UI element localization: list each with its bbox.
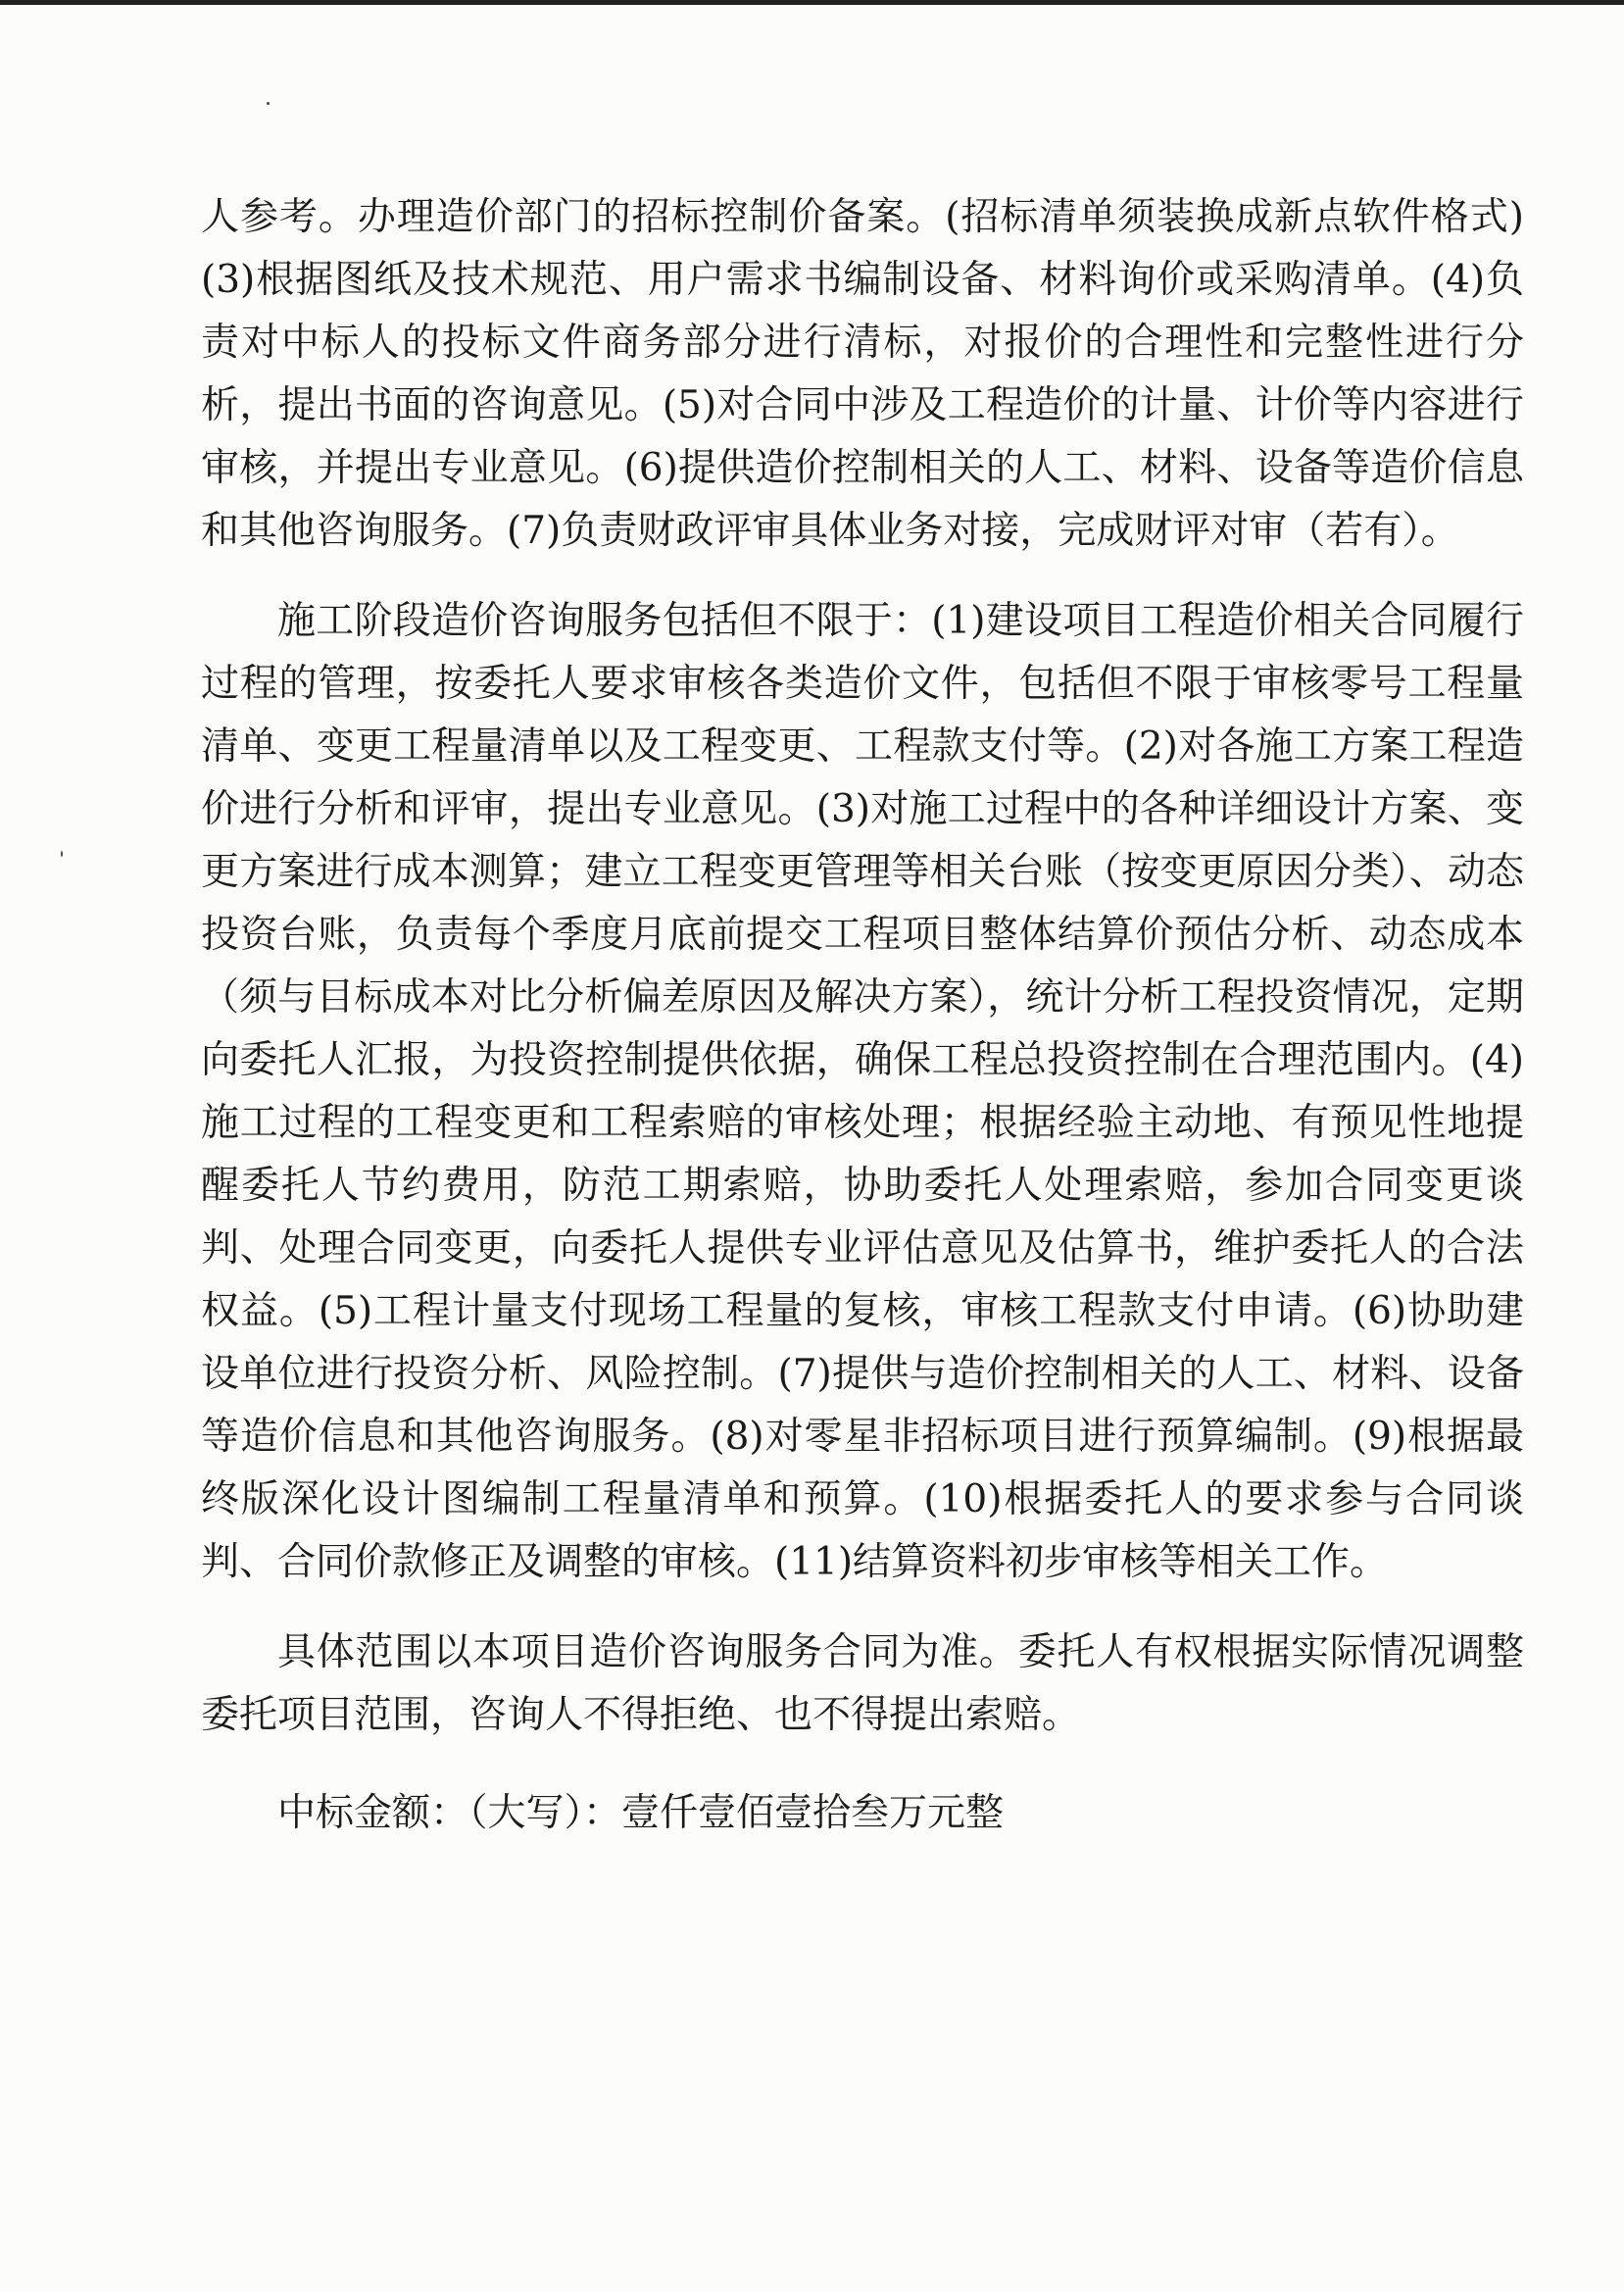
scan-speck: [267, 102, 270, 105]
scan-top-edge: [0, 0, 1624, 5]
paragraph-continuation: 人参考。办理造价部门的招标控制价备案。(招标清单须装换成新点软件格式)(3)根据图纸及技术规范、用户需求书编制设备、材料询价或采购清单。(4)负责对中标人的投标文件商务部分进行清标，对报价的合理性和完整性进行分析，提出书面的咨询意见。(5)对合同中涉及工程造价的计量、计价等内容进行审核，并提出专业意见。(6)提供造价控制相关的人工、材料、设备等造价信息和其他咨询服务。(7)负责财政评审具体业务对接，完成财评对审（若有）。: [201, 195, 1524, 553]
paragraph-scope: 具体范围以本项目造价咨询服务合同为准。委托人有权根据实际情况调整委托项目范围，咨询人不得拒绝、也不得提出索赔。: [201, 1630, 1524, 1737]
paragraph-construction-stage: 施工阶段造价咨询服务包括但不限于：(1)建设项目工程造价相关合同履行过程的管理，按委托人要求审核各类造价文件，包括但不限于审核零号工程量清单、变更工程量清单以及工程变更、工程款支付等。(2)对各施工方案工程造价进行分析和评审，提出专业意见。(3)对施工过程中的各种详细设计方案、变更方案进行成本测算；建立工程变更管理等相关台账（按变更原因分类）、动态投资台账，负责每个季度月底前提交工程项目整体结算价预估分析、动态成本（须与目标成本对比分析偏差原因及解决方案），统计分析工程投资情况，定期向委托人汇报，为投资控制提供依据，确保工程总投资控制在合理范围内。(4)施工过程的工程变更和工程索赔的审核处理；根据经验主动地、有预见性地提醒委托人节约费用，防范工期索赔，协助委托人处理索赔，参加合同变更谈判、处理合同变更，向委托人提供专业评估意见及估算书，维护委托人的合法权益。(5)工程计量支付现场工程量的复核，审核工程款支付申请。(6)协助建设单位进行投资分析、风险控制。(7)提供与造价控制相关的人工、材料、设备等造价信息和其他咨询服务。(8)对零星非招标项目进行预算编制。(9)根据最终版深化设计图编制工程量清单和预算。(10)根据委托人的要求参与合同谈判、合同价款修正及调整的审核。(11)结算资料初步审核等相关工作。: [201, 599, 1524, 1584]
bid-amount-line: 中标金额：（大写）：壹仟壹佰壹拾叁万元整: [277, 1791, 1005, 1835]
document-body: [201, 186, 1524, 1872]
scan-speck: [61, 851, 63, 857]
